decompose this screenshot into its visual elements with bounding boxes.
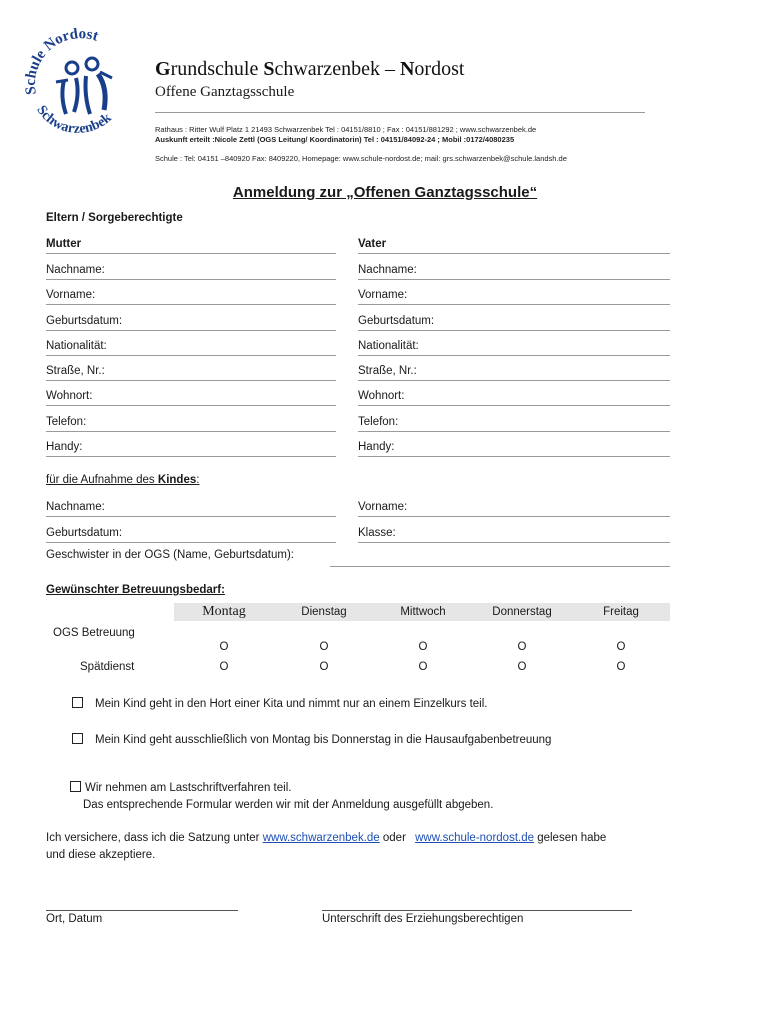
father-field-1[interactable]: Vorname: [358, 286, 670, 305]
option-hort [72, 698, 487, 710]
lastschrift-checkbox[interactable] [70, 781, 81, 792]
hort-label: Mein Kind geht in den Hort einer Kita und nimmt nur an einem Einzelkurs teil. [95, 698, 488, 710]
day-choice-circle[interactable]: O [319, 661, 329, 673]
day-choice-circle[interactable]: O [616, 661, 626, 673]
child-class-field[interactable]: Klasse: [358, 524, 670, 543]
schedule-row-ogs [46, 621, 670, 653]
father-field-5[interactable]: Wohnort: [358, 387, 670, 406]
form-title: Anmeldung zur „Offenen Ganztagsschule“ [232, 184, 538, 201]
schedule-row-late [46, 653, 670, 681]
child-birthdate-field[interactable]: Geburtsdatum: [46, 524, 336, 543]
mother-heading: Mutter [46, 235, 336, 254]
place-date-line[interactable] [46, 910, 238, 911]
father-field-2[interactable]: Geburtsdatum: [358, 312, 670, 331]
day-choice-circle[interactable]: O [319, 641, 329, 653]
lastschrift-label: Wir nehmen am Lastschriftverfahren teil. [85, 782, 292, 794]
child-heading: für die Aufnahme des Kindes: [46, 474, 200, 486]
place-date-label: Ort, Datum [46, 913, 103, 925]
link-schule-nordost[interactable]: www.schule-nordost.de [415, 832, 535, 844]
day-header: Montag [174, 603, 274, 621]
hausaufgaben-label: Mein Kind geht ausschließlich von Montag bis Donnerstag in die Hausaufgabenbetreuung [95, 734, 552, 746]
lastschrift-note: Das entsprechende Formular werden wir mit der Anmeldung ausgefüllt abgeben. [83, 799, 494, 811]
option-hausaufgaben [72, 734, 551, 746]
day-choice-circle[interactable]: O [517, 661, 527, 673]
mother-field-6[interactable]: Telefon: [46, 413, 336, 432]
day-header: Donnerstag [472, 603, 572, 621]
declaration-line-1: Ich versichere, dass ich die Satzung unter www.schwarzenbek.de oder www.schule-nordost.de gelesen habe [46, 832, 607, 844]
school-subtitle: Offene Ganztagsschule [155, 84, 295, 100]
mother-field-5[interactable]: Wohnort: [46, 387, 336, 406]
school-name: Grundschule Schwarzenbek – Nordost [155, 58, 465, 80]
child-lastname-field[interactable]: Nachname: [46, 498, 336, 517]
siblings-label: Geschwister in der OGS (Name, Geburtsdatum): [46, 549, 294, 561]
day-header: Dienstag [274, 603, 374, 621]
logo-top-text: Schule Nordost [22, 26, 101, 96]
mother-field-4[interactable]: Straße, Nr.: [46, 362, 336, 381]
schedule-corner [46, 603, 174, 621]
child-firstname-field[interactable]: Vorname: [358, 498, 670, 517]
father-field-7[interactable]: Handy: [358, 438, 670, 457]
day-choice-circle[interactable]: O [418, 661, 428, 673]
option-lastschrift [70, 782, 291, 794]
mother-field-2[interactable]: Geburtsdatum: [46, 312, 336, 331]
father-field-3[interactable]: Nationalität: [358, 337, 670, 356]
day-header: Mittwoch [374, 603, 472, 621]
hort-checkbox[interactable] [72, 697, 83, 708]
contact-line-town-hall: Rathaus : Ritter Wulf Platz 1 21493 Schwarzenbek Tel : 04151/8810 ; Fax : 04151/881292 ; www.schwarzenbek.de [155, 125, 537, 134]
day-choice-circle[interactable]: O [219, 661, 229, 673]
declaration-line-2: und diese akzeptiere. [46, 849, 156, 861]
father-heading: Vater [358, 235, 670, 254]
contact-line-school: Schule : Tel: 04151 –840920 Fax: 8409220, Homepage: www.schule-nordost.de; mail: grs.schwarzenbek@schule.landsh.de [155, 154, 567, 163]
signature-line[interactable] [322, 910, 632, 911]
day-choice-circle[interactable]: O [517, 641, 527, 653]
father-field-0[interactable]: Nachname: [358, 261, 670, 280]
logo-bottom-text: Schwarzenbek [33, 103, 115, 137]
schedule-table [46, 603, 670, 681]
mother-field-7[interactable]: Handy: [46, 438, 336, 457]
contact-line-coordinator: Auskunft erteilt :Nicole Zettl (OGS Leitung/ Koordinatorin) Tel : 04151/84092-24 ; Mobil :0172/4080235 [155, 135, 515, 144]
signature-label: Unterschrift des Erziehungsberechtigen [322, 913, 524, 925]
mother-field-1[interactable]: Vorname: [46, 286, 336, 305]
day-choice-circle[interactable]: O [616, 641, 626, 653]
hausaufgaben-checkbox[interactable] [72, 733, 83, 744]
row-label: OGS Betreuung [53, 627, 135, 639]
school-logo-graphic [20, 22, 140, 142]
schedule-heading: Gewünschter Betreuungsbedarf: [46, 584, 225, 596]
day-choice-circle[interactable]: O [219, 641, 229, 653]
row-label: Spätdienst [80, 661, 135, 673]
link-schwarzenbek[interactable]: www.schwarzenbek.de [262, 832, 380, 844]
school-logo [20, 22, 140, 142]
mother-field-0[interactable]: Nachname: [46, 261, 336, 280]
header-divider [155, 112, 645, 113]
mother-field-3[interactable]: Nationalität: [46, 337, 336, 356]
siblings-field-line[interactable] [330, 566, 670, 567]
day-header: Freitag [572, 603, 670, 621]
day-choice-circle[interactable]: O [418, 641, 428, 653]
father-field-6[interactable]: Telefon: [358, 413, 670, 432]
parents-heading: Eltern / Sorgeberechtigte [46, 212, 183, 224]
father-field-4[interactable]: Straße, Nr.: [358, 362, 670, 381]
